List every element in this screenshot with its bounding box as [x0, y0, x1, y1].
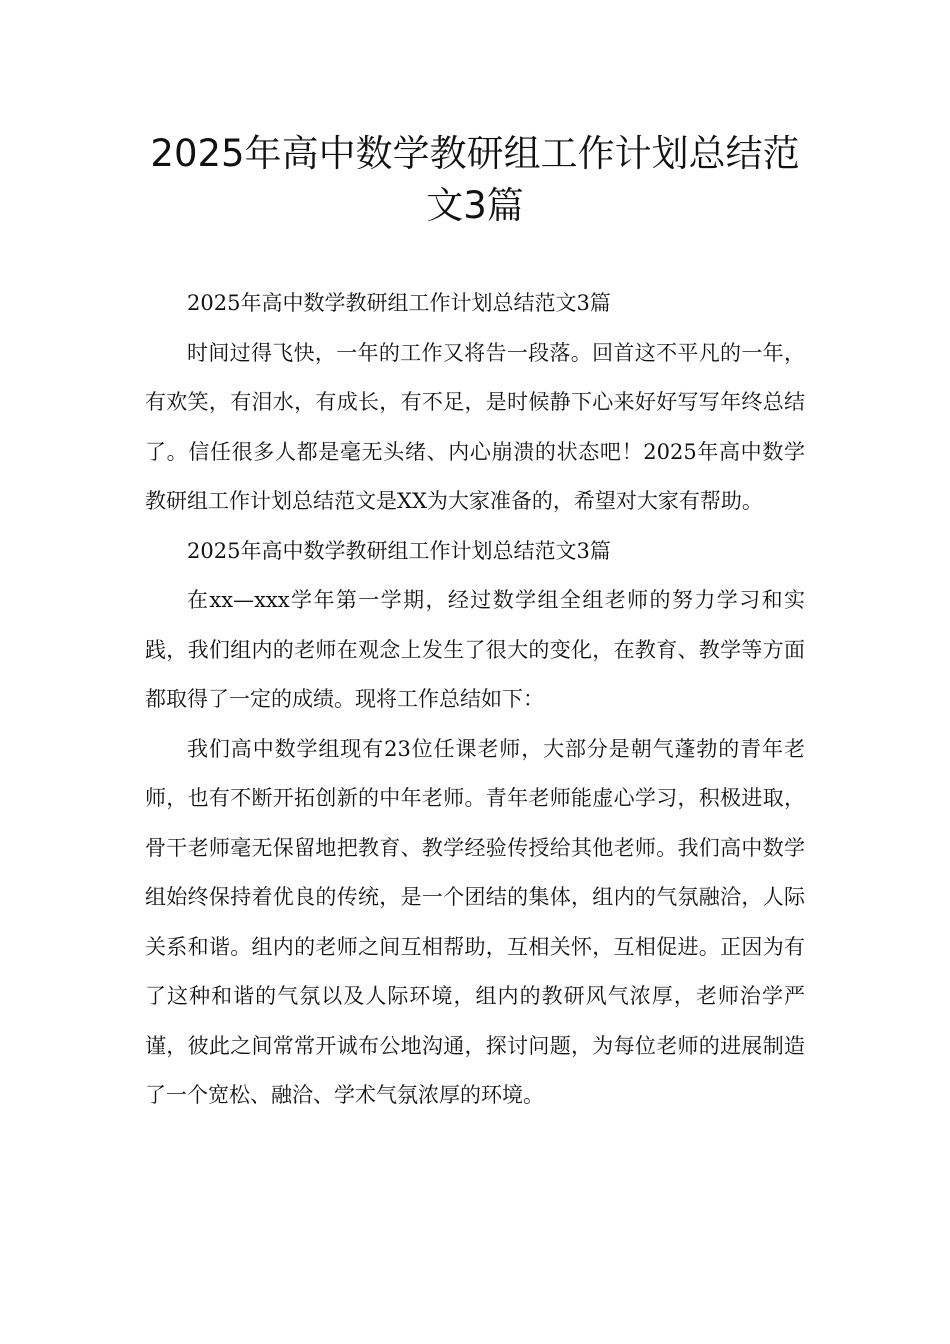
subtitle-paragraph: 2025年高中数学教研组工作计划总结范文3篇: [187, 291, 611, 315]
intro-paragraph: 时间过得飞快，一年的工作又将告一段落。回首这不平凡的一年，有欢笑，有泪水，有成长，有不足，是时候静下心来好好写写年终总结了。信任很多人都是毫无头绪、内心崩溃的状态吧！2025年高中数学教研组工作计划总结范文是XX为大家准备的，希望对大家有帮助。: [145, 340, 805, 513]
document-body: [145, 279, 805, 1121]
body-paragraph: 我们高中数学组现有23位任课老师，大部分是朝气蓬勃的青年老师，也有不断开拓创新的中年老师。青年老师能虚心学习，积极进取，骨干老师毫无保留地把教育、教学经验传授给其他老师。我们高中数学组始终保持着优良的传统，是一个团结的集体，组内的气氛融洽，人际关系和谐。组内的老师之间互相帮助，互相关怀，互相促进。正因为有了这种和谐的气氛以及人际环境，组内的教研风气浓厚，老师治学严谨，彼此之间常常开诚布公地沟通，探讨问题，为每位老师的进展制造了一个宽松、融洽、学术气氛浓厚的环境。: [145, 736, 805, 1107]
section-heading-paragraph: 2025年高中数学教研组工作计划总结范文3篇: [187, 538, 611, 563]
document-title: 2025年高中数学教研组工作计划总结范文3篇: [150, 132, 800, 227]
body-paragraph: 在xx—xxx学年第一学期，经过数学组全组老师的努力学习和实践，我们组内的老师在观念上发生了很大的变化，在教育、教学等方面都取得了一定的成绩。现将工作总结如下：: [145, 588, 805, 711]
